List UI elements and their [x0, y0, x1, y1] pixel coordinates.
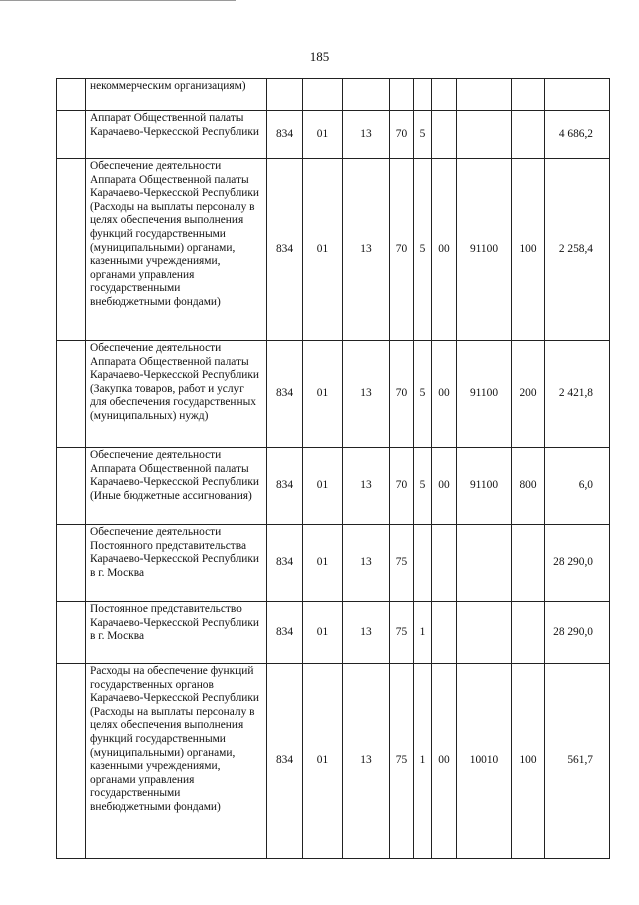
table-row	[57, 111, 610, 159]
expense-type-cell: 100	[512, 159, 545, 341]
row-number-cell	[57, 448, 86, 525]
expense-type-cell	[512, 602, 545, 664]
direction-code-cell	[432, 79, 457, 111]
section-code-cell	[303, 79, 343, 111]
ministry-code-cell: 834	[267, 525, 303, 602]
expense-code-cell: 91100	[457, 341, 512, 448]
ministry-code-cell: 834	[267, 341, 303, 448]
expense-type-cell	[512, 79, 545, 111]
amount-cell: 28 290,0	[545, 602, 610, 664]
table-row	[57, 664, 610, 859]
page-number: 185	[309, 49, 330, 64]
section-code-cell: 01	[303, 525, 343, 602]
section-code-cell: 01	[303, 448, 343, 525]
ministry-code-cell: 834	[267, 448, 303, 525]
expense-code-cell	[457, 111, 512, 159]
amount-cell: 6,0	[545, 448, 610, 525]
subsection-code-cell: 13	[343, 602, 390, 664]
expense-type-cell: 100	[512, 664, 545, 859]
expense-code-cell: 10010	[457, 664, 512, 859]
section-code-cell: 01	[303, 341, 343, 448]
expense-type-cell	[512, 525, 545, 602]
table-row	[57, 525, 610, 602]
row-number-cell	[57, 111, 86, 159]
subsection-code-cell: 13	[343, 664, 390, 859]
table-row	[57, 341, 610, 448]
subprogram-code-cell: 5	[414, 341, 432, 448]
subprogram-code-cell	[414, 525, 432, 602]
expense-code-cell	[457, 79, 512, 111]
expense-type-cell: 200	[512, 341, 545, 448]
subsection-code-cell: 13	[343, 159, 390, 341]
description-cell: Обеспечение деятельности Аппарата Общественной палаты Карачаево-Черкесской Республики (Иные бюджетные ассигнования)	[86, 448, 267, 525]
description-cell: Обеспечение деятельности Постоянного представительства Карачаево-Черкесской Республики в г. Москва	[86, 525, 267, 602]
ministry-code-cell	[267, 79, 303, 111]
program-code-cell	[390, 79, 414, 111]
table-row	[57, 79, 610, 111]
row-number-cell	[57, 341, 86, 448]
subsection-code-cell: 13	[343, 448, 390, 525]
ministry-code-cell: 834	[267, 664, 303, 859]
subprogram-code-cell: 5	[414, 159, 432, 341]
row-number-cell	[57, 525, 86, 602]
subsection-code-cell: 13	[343, 341, 390, 448]
ministry-code-cell: 834	[267, 159, 303, 341]
expense-type-cell: 800	[512, 448, 545, 525]
ministry-code-cell: 834	[267, 111, 303, 159]
section-code-cell: 01	[303, 602, 343, 664]
program-code-cell: 70	[390, 111, 414, 159]
description-cell: Аппарат Общественной палаты Карачаево-Черкесской Республики	[86, 111, 267, 159]
subprogram-code-cell: 5	[414, 448, 432, 525]
direction-code-cell: 00	[432, 664, 457, 859]
description-cell: Обеспечение деятельности Аппарата Общественной палаты Карачаево-Черкесской Республики (Закупка товаров, работ и услуг для обеспечения государственных (муниципальных) нужд)	[86, 341, 267, 448]
row-number-cell	[57, 79, 86, 111]
subsection-code-cell: 13	[343, 525, 390, 602]
expense-code-cell: 91100	[457, 159, 512, 341]
description-cell: Постоянное представительство Карачаево-Черкесской Республики в г. Москва	[86, 602, 267, 664]
amount-cell: 2 258,4	[545, 159, 610, 341]
table-row	[57, 159, 610, 341]
program-code-cell: 70	[390, 448, 414, 525]
program-code-cell: 75	[390, 602, 414, 664]
section-code-cell: 01	[303, 159, 343, 341]
description-cell: некоммерческим организациям)	[86, 79, 267, 111]
subprogram-code-cell: 5	[414, 111, 432, 159]
description-cell: Расходы на обеспечение функций государственных органов Карачаево-Черкесской Республики (Расходы на выплаты персоналу в целях обеспечения выполнения функций государственными (муниципальными) органами, казенными учреждениями, органами управления государственными внебюджетными фондами)	[86, 664, 267, 859]
subsection-code-cell: 13	[343, 111, 390, 159]
program-code-cell: 70	[390, 341, 414, 448]
table-row	[57, 602, 610, 664]
expense-type-cell	[512, 111, 545, 159]
direction-code-cell	[432, 111, 457, 159]
amount-cell: 4 686,2	[545, 111, 610, 159]
direction-code-cell	[432, 602, 457, 664]
subprogram-code-cell	[414, 79, 432, 111]
direction-code-cell: 00	[432, 448, 457, 525]
program-code-cell: 75	[390, 525, 414, 602]
direction-code-cell: 00	[432, 159, 457, 341]
amount-cell	[545, 79, 610, 111]
expense-code-cell	[457, 602, 512, 664]
program-code-cell: 70	[390, 159, 414, 341]
expense-code-cell	[457, 525, 512, 602]
amount-cell: 2 421,8	[545, 341, 610, 448]
section-code-cell: 01	[303, 664, 343, 859]
row-number-cell	[57, 159, 86, 341]
table-row	[57, 448, 610, 525]
top-rule	[0, 0, 236, 1]
row-number-cell	[57, 664, 86, 859]
description-cell: Обеспечение деятельности Аппарата Общественной палаты Карачаево-Черкесской Республики (Расходы на выплаты персоналу в целях обеспечения выполнения функций государственными (муниципальными) органами, казенными учреждениями, органами управления государственными внебюджетными фондами)	[86, 159, 267, 341]
program-code-cell: 75	[390, 664, 414, 859]
amount-cell: 561,7	[545, 664, 610, 859]
row-number-cell	[57, 602, 86, 664]
subprogram-code-cell: 1	[414, 664, 432, 859]
direction-code-cell	[432, 525, 457, 602]
ministry-code-cell: 834	[267, 602, 303, 664]
amount-cell: 28 290,0	[545, 525, 610, 602]
expense-code-cell: 91100	[457, 448, 512, 525]
budget-table	[56, 78, 610, 859]
subprogram-code-cell: 1	[414, 602, 432, 664]
section-code-cell: 01	[303, 111, 343, 159]
direction-code-cell: 00	[432, 341, 457, 448]
subsection-code-cell	[343, 79, 390, 111]
